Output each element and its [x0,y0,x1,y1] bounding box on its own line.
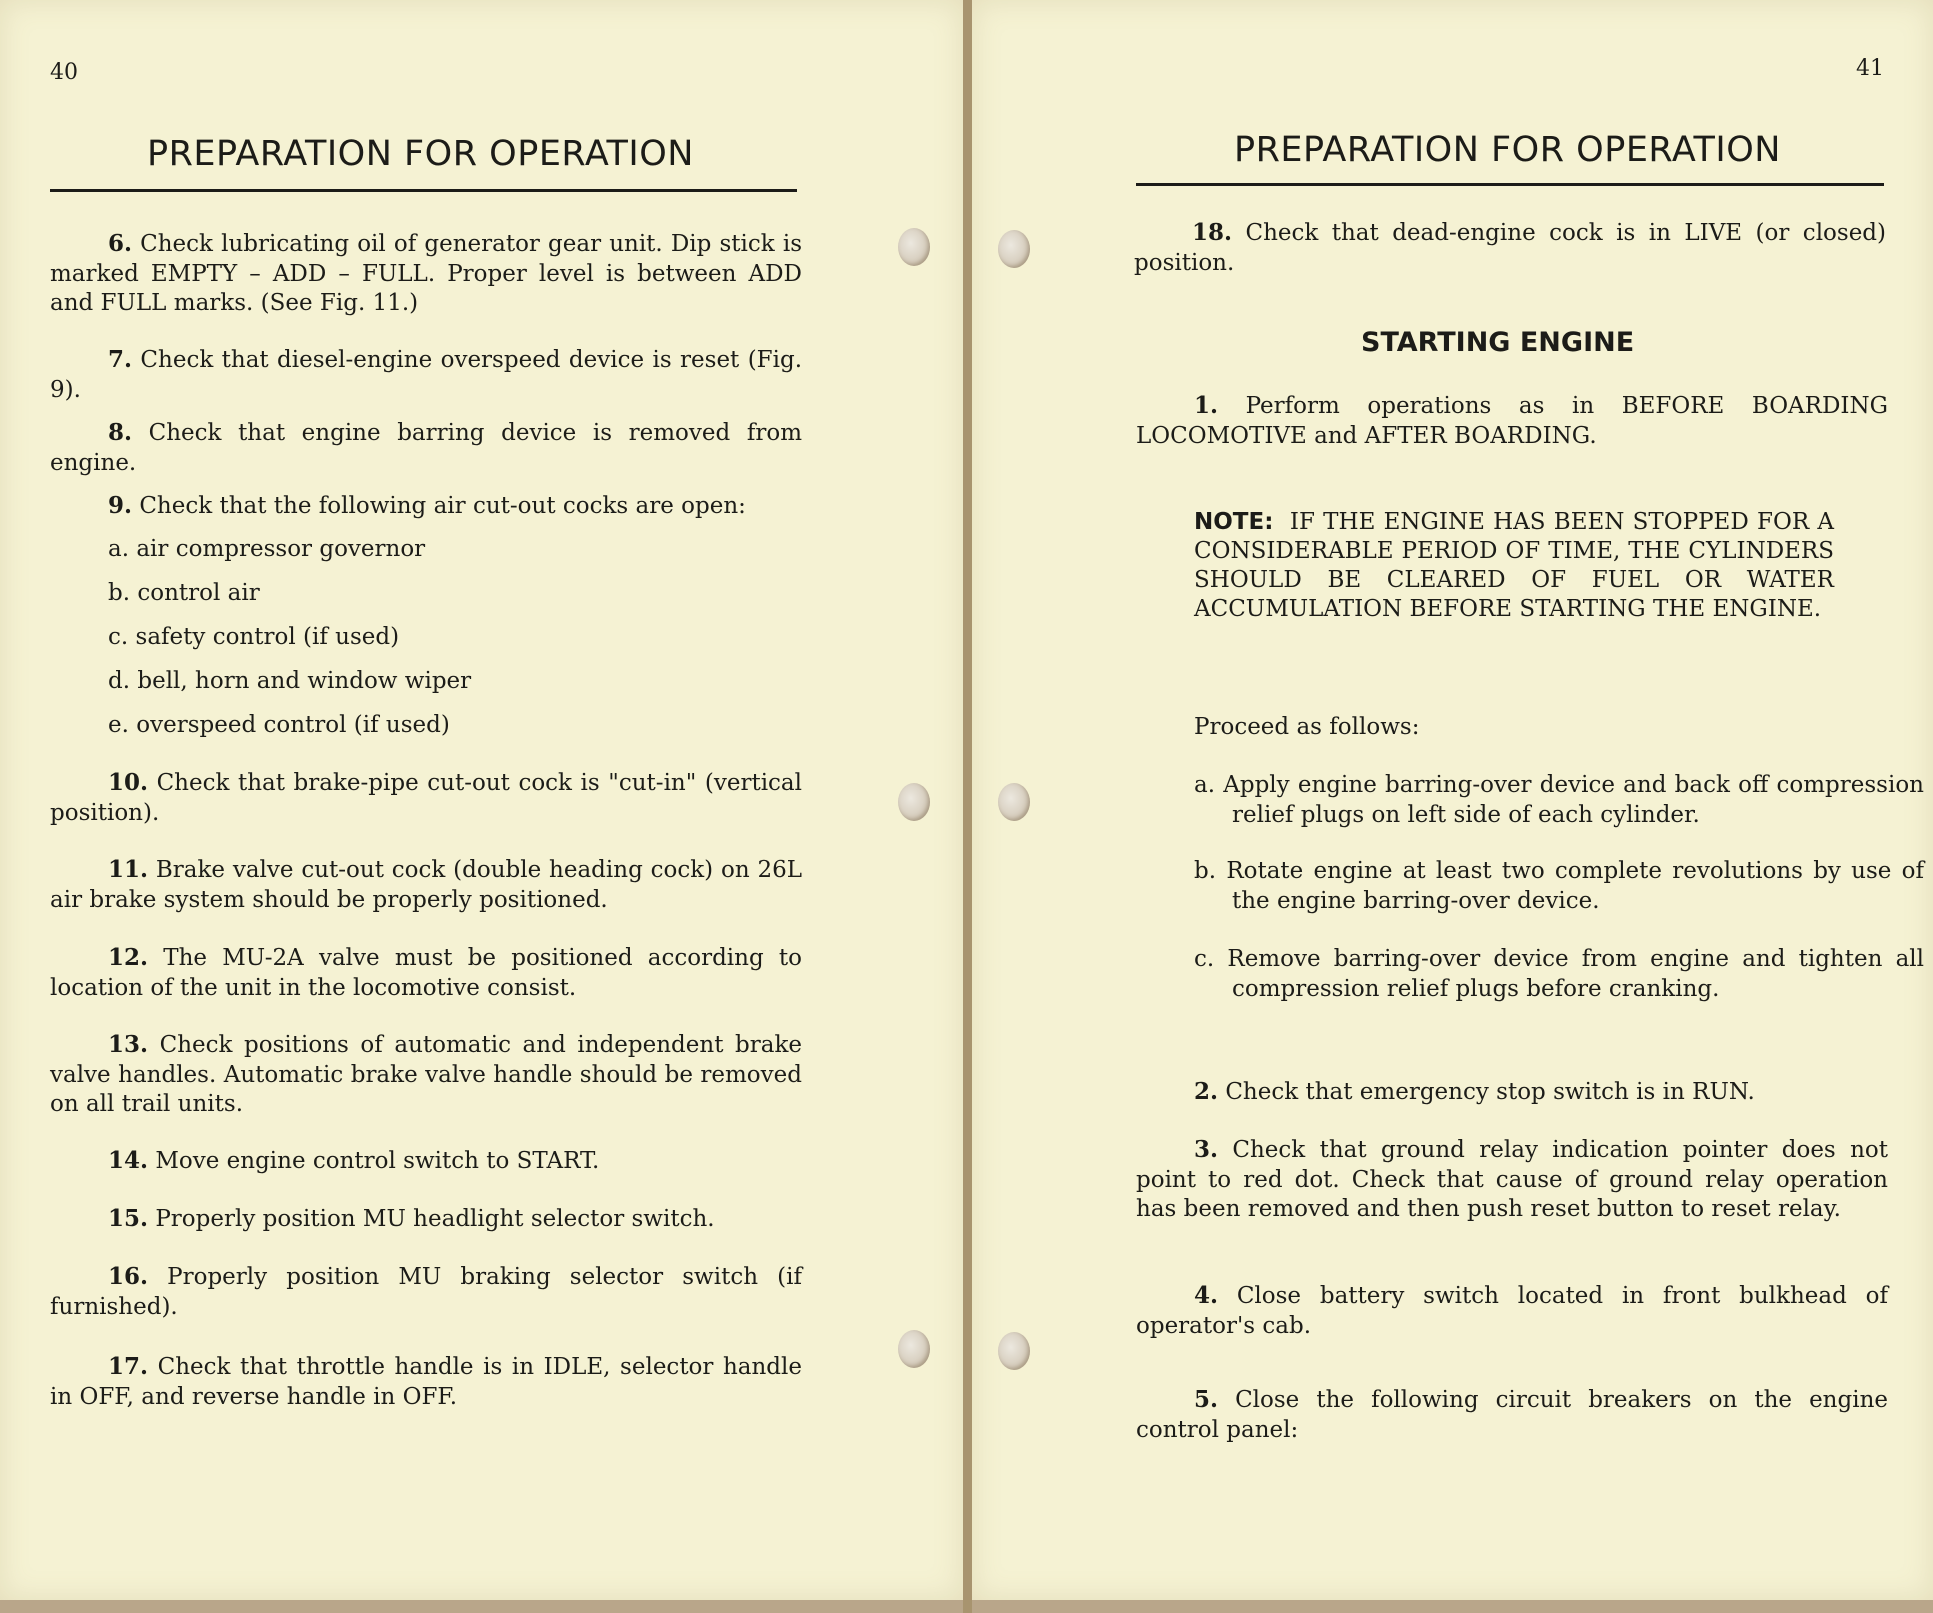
list-item-8: 8. Check that engine barring device is removed from engine. [50,419,802,476]
title-rule [50,189,797,192]
binder-hole [998,1332,1030,1370]
note-block: NOTE: IF THE ENGINE HAS BEEN STOPPED FOR A CONSIDERABLE PERIOD OF TIME, THE CYLINDERS SHOULD BE CLEARED OF FUEL OR WATER ACCUMULATION BEFORE STARTING THE ENGINE. [1194,509,1834,622]
list-item-11: 11. Brake valve cut-out cock (double heading cock) on 26L air brake system should be properly positioned. [50,856,803,913]
list-item-18: 18. Check that dead-engine cock is in LIVE (or closed) position. [1134,219,1887,276]
list-item-15: 15. Properly position MU headlight selector switch. [108,1205,715,1232]
left-page [0,0,963,1600]
book-spine [963,0,972,1613]
list-item-7: 7. Check that diesel-engine overspeed device is reset (Fig. 9). [50,346,803,403]
sub-item-d: d. bell, horn and window wiper [108,668,472,694]
sub-item-e: e. overspeed control (if used) [108,712,450,738]
section-heading: STARTING ENGINE [1361,327,1635,358]
list-item-9: 9. Check that the following air cut-out cocks are open: [108,492,746,519]
sub-step-b: b. Rotate engine at least two complete revolutions by use of the engine barring-over device. [1194,858,1925,914]
sub-step-c: c. Remove barring-over device from engine and tighten all compression relief plugs before cranking. [1194,946,1924,1002]
list-item-14: 14. Move engine control switch to START. [108,1147,600,1174]
step-4: 4. Close battery switch located in front bulkhead of operator's cab. [1136,1282,1888,1339]
list-item-16: 16. Properly position MU braking selector switch (if furnished). [50,1263,802,1320]
sub-item-a: a. air compressor governor [108,536,426,562]
list-item-12: 12. The MU-2A valve must be positioned according to location of the unit in the locomotive consist. [50,944,802,1001]
binder-hole [898,1330,930,1368]
list-item-13: 13. Check positions of automatic and independent brake valve handles. Automatic brake valve handle should be removed on all trail units. [50,1031,803,1117]
list-item-6: 6. Check lubricating oil of generator gear unit. Dip stick is marked EMPTY – ADD – FULL. Proper level is between ADD and FULL marks. (See Fig. 11.) [50,230,802,316]
binder-hole [898,783,930,821]
page-number: 40 [50,60,78,85]
right-page [972,0,1933,1600]
step-2: 2. Check that emergency stop switch is in RUN. [1194,1078,1755,1105]
binder-hole [898,228,930,266]
page-number: 41 [1856,56,1884,81]
step-5: 5. Close the following circuit breakers on the engine control panel: [1136,1386,1888,1443]
list-item-10: 10. Check that brake-pipe cut-out cock is "cut-in" (vertical position). [50,769,802,826]
step-3: 3. Check that ground relay indication pointer does not point to red dot. Check that cause of ground relay operation has been removed and then push reset button to reset relay. [1136,1136,1889,1222]
proceed-text: Proceed as follows: [1194,714,1420,740]
list-item-17: 17. Check that throttle handle is in IDLE, selector handle in OFF, and reverse handle in OFF. [50,1353,803,1410]
binder-hole [998,230,1030,268]
title-rule [1136,183,1884,186]
binder-hole [998,783,1030,821]
sub-step-a: a. Apply engine barring-over device and back off compression relief plugs on left side of each cylinder. [1194,772,1924,828]
sub-item-c: c. safety control (if used) [108,624,400,650]
page-title: PREPARATION FOR OPERATION [1234,130,1781,170]
step-1: 1. Perform operations as in BEFORE BOARDING LOCOMOTIVE and AFTER BOARDING. [1136,392,1889,449]
page-title: PREPARATION FOR OPERATION [147,134,694,174]
sub-item-b: b. control air [108,580,260,606]
